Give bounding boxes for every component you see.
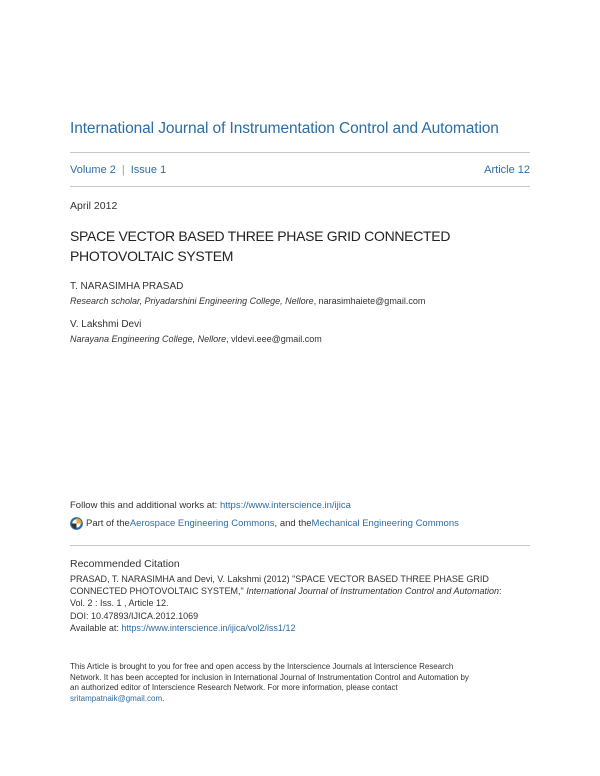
part-of-line	[70, 517, 459, 530]
article-title-line-2: PHOTOVOLTAIC SYSTEM	[70, 248, 234, 264]
follow-prefix: Follow this and additional works at:	[70, 500, 220, 511]
author-1-institution: Research scholar, Priyadarshini Engineering College, Nellore	[70, 296, 314, 306]
publication-date: April 2012	[70, 200, 118, 212]
aerospace-commons-link[interactable]: Aerospace Engineering Commons	[129, 518, 275, 529]
journal-title[interactable]: International Journal of Instrumentation Control and Automation	[70, 120, 499, 137]
footer-end: .	[162, 693, 165, 703]
citation-colon: :	[499, 586, 502, 597]
footer-line-3: an authorized editor of Interscience Research Network. For more information, please contact	[70, 683, 398, 693]
author-2-email: , vldevi.eee@gmail.com	[226, 334, 322, 344]
citation-title-end: CONNECTED PHOTOVOLTAIC SYSTEM,"	[70, 586, 247, 597]
meta-divider	[70, 186, 530, 187]
citation-doi: DOI: 10.47893/IJICA.2012.1069	[70, 610, 199, 621]
author-1-affiliation	[70, 296, 425, 306]
citation-block	[70, 573, 532, 634]
follow-line	[70, 500, 351, 511]
contact-email-link[interactable]: sritampatnaik@gmail.com	[70, 693, 163, 703]
article-title	[70, 226, 510, 266]
citation-line-2	[70, 585, 532, 597]
part-of-prefix: Part of the	[86, 518, 130, 529]
citation-available-at	[70, 622, 532, 634]
recommended-citation-heading: Recommended Citation	[70, 558, 180, 570]
author-2-affiliation	[70, 334, 322, 344]
author-1-email: , narasimhaiete@gmail.com	[313, 296, 426, 306]
footer-line-1: This Article is brought to you for free and open access by the Interscience Journals at Interscience Research	[70, 662, 454, 671]
citation-journal: International Journal of Instrumentation Control and Automation	[246, 586, 500, 597]
citation-line-3: Vol. 2 : Iss. 1 , Article 12.	[70, 598, 169, 609]
volume-link[interactable]: Volume 2	[70, 164, 116, 176]
part-of-middle: , and the	[274, 518, 312, 529]
footer-line-4	[70, 694, 532, 705]
network-commons-icon	[70, 517, 83, 530]
footer-line-2: Network. It has been accepted for inclusion in International Journal of Instrumentation Control and Automation by	[70, 672, 469, 682]
author-2-name: V. Lakshmi Devi	[70, 319, 142, 330]
citation-divider	[70, 545, 530, 546]
available-prefix: Available at:	[70, 622, 122, 633]
author-1-name: T. NARASIMHA PRASAD	[70, 281, 184, 292]
follow-url-link[interactable]: https://www.interscience.in/ijica	[219, 500, 351, 511]
volume-issue-bar	[70, 164, 530, 176]
access-statement	[70, 662, 532, 704]
top-divider	[70, 152, 530, 153]
issue-link[interactable]: Issue 1	[130, 164, 167, 176]
article-number-link[interactable]: Article 12	[484, 164, 530, 176]
available-url-link[interactable]: https://www.interscience.in/ijica/vol2/iss1/12	[121, 622, 296, 633]
mechanical-commons-link[interactable]: Mechanical Engineering Commons	[311, 518, 459, 529]
author-2-institution: Narayana Engineering College, Nellore	[70, 334, 227, 344]
volume-issue-links	[70, 164, 166, 176]
article-title-line-1: SPACE VECTOR BASED THREE PHASE GRID CONNECTED	[70, 228, 451, 244]
citation-line-1: PRASAD, T. NARASIMHA and Devi, V. Lakshmi (2012) "SPACE VECTOR BASED THREE PHASE GRID	[70, 574, 489, 584]
meta-separator: |	[121, 164, 125, 176]
